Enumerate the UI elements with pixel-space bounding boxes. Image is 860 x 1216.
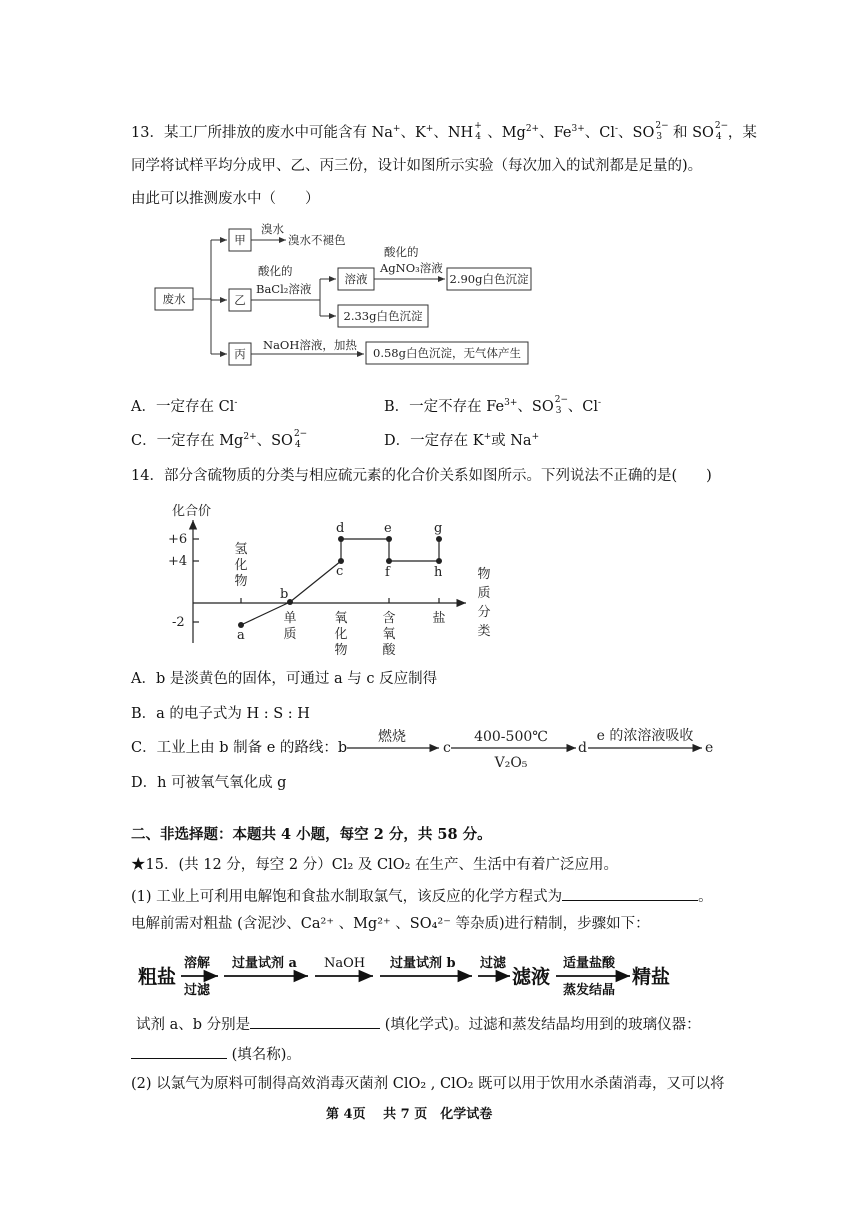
jia-label: 甲 (234, 233, 246, 247)
q13-option-b[interactable]: B．一定不存在 $Fe^{3+}$、SO 2− 3 、Cl- (384, 395, 602, 416)
route-d: d (578, 740, 587, 756)
acid-agno3-label-1: 酸化的 (384, 245, 419, 259)
y-tick-plus4: +4 (168, 554, 188, 569)
crude-salt: 粗盐 (138, 966, 177, 988)
label-d: d (336, 521, 345, 536)
pure-salt: 精盐 (632, 966, 671, 988)
label-c: c (336, 564, 344, 579)
category-oxyacid: 含氧酸 (382, 611, 396, 658)
acid-agno3-label-2: AgNO₃溶液 (380, 261, 443, 275)
y-tick-minus2: -2 (172, 615, 185, 630)
bromine-result-label: 溴水不褪色 (288, 233, 346, 247)
answer-blank-3[interactable] (131, 1044, 227, 1059)
acid-bacl2-label-1: 酸化的 (258, 264, 293, 278)
route-absorb: e 的浓溶液吸收 (596, 728, 694, 744)
naoh-label: NaOH溶液，加热 (263, 338, 357, 352)
q15-instrument-line: (填名称)。 (131, 1044, 301, 1064)
naoh-label: NaOH (324, 956, 366, 971)
section2-title: 二、非选择题：本题共 4 小题，每空 2 分，共 58 分。 (131, 826, 492, 843)
route-cat: V₂O₅ (494, 755, 528, 771)
q13-stem-line2: 同学将试样平均分成甲、乙、丙三份，设计如图所示实验（每次加入的试剂都是足量的)。 (131, 158, 703, 174)
label-f: f (385, 565, 390, 580)
evap-label: 蒸发结晶 (563, 983, 616, 998)
route-e: e (705, 740, 714, 756)
reagent-a-label: 过量试剂 a (232, 956, 297, 971)
q14-stem: 14．部分含硫物质的分类与相应硫元素的化合价关系如图所示。下列说法不正确的是( ) (131, 468, 712, 484)
filter1-label: 过滤 (184, 983, 211, 998)
filter2-label: 过滤 (480, 956, 507, 971)
page-footer: 第 4页 共 7 页 化学试卷 (326, 1107, 493, 1122)
label-a: a (237, 628, 245, 643)
q14-option-b[interactable]: B．a 的电子式为 H : S : H (131, 706, 310, 722)
q15-stem: ★15．(共 12 分，每空 2 分）Cl₂ 及 ClO₂ 在生产、生活中有着广泛应用。 (131, 857, 619, 873)
dissolve-label: 溶解 (184, 956, 211, 971)
hcl-label: 适量盐酸 (563, 956, 616, 971)
q13-option-d[interactable]: D．一定存在 K+或 Na+ (384, 432, 540, 449)
q14-option-d[interactable]: D．h 可被氧气氧化成 g (131, 775, 287, 791)
category-oxide: 氧化物 (334, 611, 348, 658)
route-burn: 燃烧 (378, 729, 406, 745)
solution-label: 溶液 (344, 272, 368, 286)
y-tick-plus6: +6 (168, 532, 188, 547)
q14-option-c[interactable]: C．工业上由 b 制备 e 的路线：b (131, 740, 348, 756)
waste-label: 废水 (162, 292, 186, 306)
answer-blank-2[interactable] (250, 1014, 380, 1029)
q13-option-c[interactable]: C．一定存在 $Mg^{2+}$、SO 2− 4 (131, 429, 308, 450)
q15-part1: (1) 工业上可利用电解饱和食盐水制取氯气，该反应的化学方程式为 。 (131, 886, 713, 906)
category-element: 单质 (283, 611, 297, 642)
ppt2-label: 2.33g白色沉淀 (343, 309, 423, 323)
q15-part2: (2) 以氯气为原料可制得高效消毒灭菌剂 ClO₂ , ClO₂ 既可以用于饮用水杀菌消毒，又可以将 (131, 1076, 725, 1092)
y-axis-label: 化合价 (172, 504, 212, 519)
label-g: g (434, 521, 443, 536)
x-axis-label: 物质分类 (477, 567, 491, 639)
bromine-water-label: 溴水 (261, 222, 284, 236)
q14-option-a[interactable]: A．b 是淡黄色的固体，可通过 a 与 c 反应制得 (131, 671, 438, 687)
ppt3-label: 0.58g白色沉淀，无气体产生 (373, 346, 521, 360)
label-e: e (384, 521, 392, 536)
reagent-b-label: 过量试剂 b (390, 956, 456, 971)
q15-part1-line2: 电解前需对粗盐 (含泥沙、Ca²⁺ 、Mg²⁺ 、SO₄²⁻ 等杂质)进行精制，步骤如下： (131, 916, 650, 932)
q13-stem-line1: 13．某工厂所排放的废水中可能含有 Na+、K+、NH + 4 、$Mg^{2+}$、$Fe^{3+}$、Cl-、SO 2− 3 和 SO 2− 4 ，某 (131, 121, 757, 142)
q13-option-a[interactable]: A．一定存在 Cl- (131, 398, 238, 415)
category-salt: 盐 (432, 611, 446, 626)
ppt1-label: 2.90g白色沉淀 (449, 272, 529, 286)
route-temp: 400-500℃ (474, 729, 548, 745)
route-c: c (443, 740, 451, 756)
bing-label: 丙 (234, 347, 246, 361)
filtrate-label: 滤液 (512, 966, 551, 988)
q13-stem-line3: 由此可以推测废水中（ ） (131, 191, 320, 207)
yi-label: 乙 (234, 293, 246, 307)
label-h: h (434, 565, 443, 580)
category-hydride: 氢化物 (234, 542, 248, 589)
q15-reagents-line: 试剂 a、b 分别是 (填化学式)。过滤和蒸发结晶均用到的玻璃仪器： (136, 1014, 701, 1034)
acid-bacl2-label-2: BaCl₂溶液 (256, 282, 312, 296)
label-b: b (280, 587, 289, 602)
